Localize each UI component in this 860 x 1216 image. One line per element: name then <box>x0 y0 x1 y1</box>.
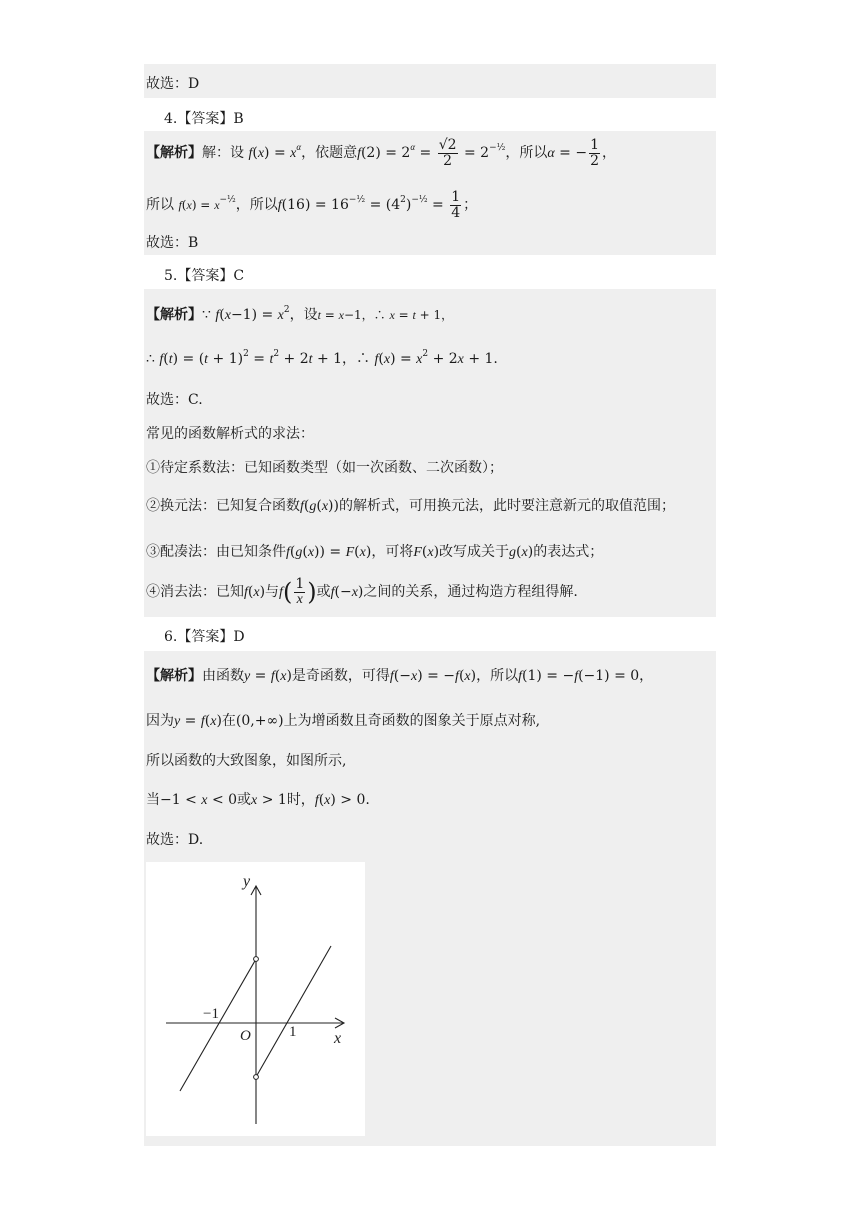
q5-method-1: ①待定系数法：已知函数类型（如一次函数、二次函数）； <box>146 460 503 476</box>
q6-line-2: 因为y = f(x)在(0,+∞)上为增函数且奇函数的图象关于原点对称, <box>146 713 541 729</box>
one-over-x-fraction: $\frac{1}{x}$ <box>295 576 305 607</box>
q5-method-4: ④消去法：已知f(x)与f( $\frac{1}{x}$ )或f(−x)之间的关系，通过构造方程组得解. <box>146 576 578 607</box>
neg-one-tick-label: −1 <box>203 1006 219 1022</box>
open-point-lower <box>254 1075 259 1080</box>
q6-line-1: 【解析】由函数y = f(x)是奇函数，可得f(−x) = −f(x)，所以f(1) = −f(−1) = 0， <box>146 668 654 684</box>
q6-jiexi-tag: 【解析】 <box>146 668 202 684</box>
q6-answer: 6.【答案】D <box>164 629 245 645</box>
q5-line-2: ∴ $f(t) = (t + 1)^2 = t^2 + 2t + 1$，∴ $f(x) = x^2 + 2x + 1$. <box>146 349 498 367</box>
q6-line-3: 所以函数的大致图象，如图所示, <box>146 753 347 769</box>
q5-solution-block <box>144 289 716 617</box>
sqrt2-over-2-fraction: $\frac{√2}{2}$ <box>438 137 457 169</box>
half-fraction: $\frac{1}{2}$ <box>590 137 600 169</box>
q3-guxuan: 故选：D <box>146 76 200 92</box>
q5-methods-title: 常见的函数解析式的求法： <box>146 426 314 442</box>
q4-formula-1: f <box>248 146 253 162</box>
q4-line-2: 所以 $f(x) = x^{-\frac{1}{2}}$，所以$f(16) = 16^{-\frac{1}{2}} = (4^2)^{-\frac{1}{2}}$ = $\frac{1}{4}$ ； <box>146 189 478 221</box>
one-tick-label: 1 <box>289 1024 297 1040</box>
q5-guxuan: 故选：C. <box>146 392 203 408</box>
q6-guxuan: 故选：D. <box>146 832 204 848</box>
q5-method-2: ②换元法：已知复合函数f(g(x))的解析式，可用换元法，此时要注意新元的取值范围； <box>146 498 675 514</box>
graph-branch-left <box>180 959 256 1091</box>
quarter-fraction: $\frac{1}{4}$ <box>451 189 461 221</box>
open-point-upper <box>254 957 259 962</box>
q5-answer: 5.【答案】C <box>164 268 245 284</box>
q5-method-3: ③配凑法：由已知条件f(g(x)) = F(x)，可将F(x)改写成关于g(x)的表达式； <box>146 544 604 560</box>
q4-guxuan: 故选：B <box>146 235 199 251</box>
q4-formula-2: f <box>357 146 361 162</box>
origin-label: O <box>240 1028 251 1044</box>
x-axis-label: x <box>334 1030 342 1047</box>
y-axis-label: y <box>243 873 251 890</box>
q4-answer: 4.【答案】B <box>164 111 244 127</box>
q3-solution-block <box>144 64 716 98</box>
q4-line-1: 【解析】解：设 $f(x) = x^\alpha$，依题意$f(2) = 2^\alpha$ = $\frac{√2}{2}$ = $2^{-\frac{1}{2}}$，所以α = − $\frac{1}{2}$ ， <box>146 137 617 169</box>
q5-jiexi-tag: 【解析】 <box>146 307 202 323</box>
q4-jiexi-tag: 【解析】 <box>146 145 202 162</box>
function-graph-figure <box>146 862 365 1136</box>
q5-line-1: 【解析】∵ $f(x-1) = x^2$，设t = x−1，∴ x = t + 1， <box>146 305 454 323</box>
graph-branch-right <box>256 946 331 1077</box>
function-graph <box>146 862 365 1136</box>
q6-line-4: 当−1 < x < 0或x > 1时，f(x) > 0. <box>146 792 370 808</box>
